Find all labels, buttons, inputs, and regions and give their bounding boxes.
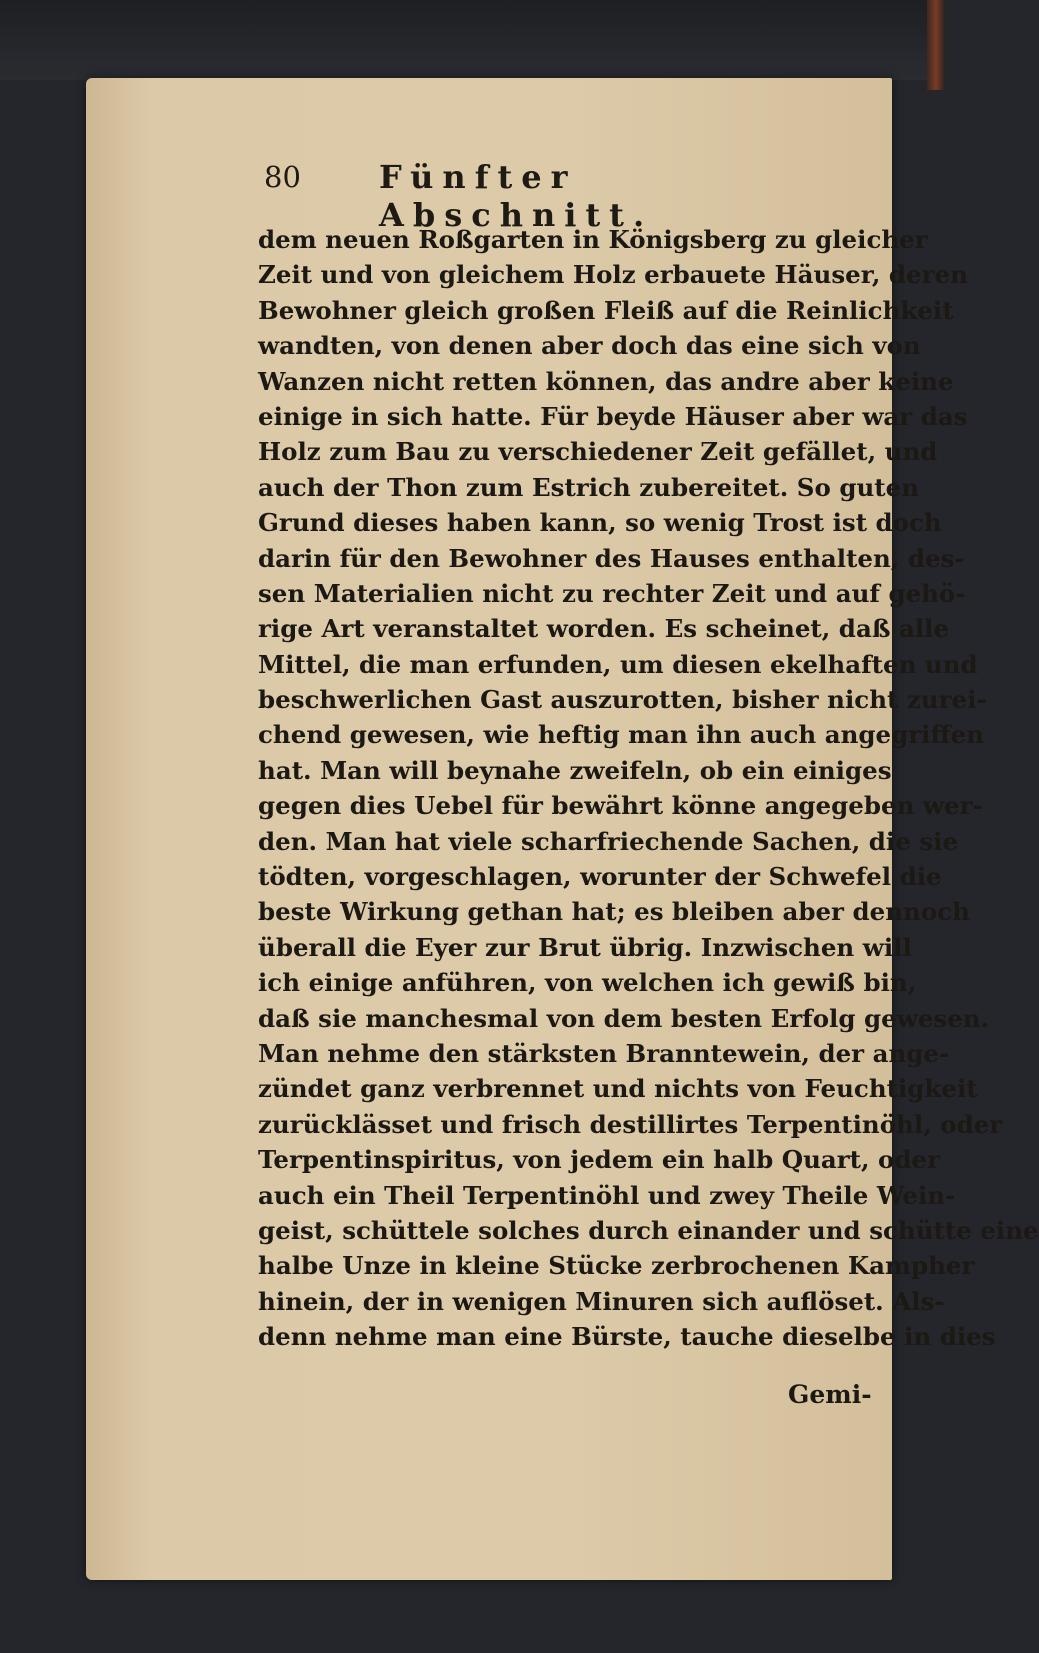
text-line: geist, schüttele solches durch einander und schütte eine xyxy=(258,1215,1039,1245)
page-header xyxy=(264,158,824,234)
text-line: Terpentinspiritus, von jedem ein halb Quart, oder xyxy=(258,1145,941,1175)
text-line: beschwerlichen Gast auszurotten, bisher nicht zurei- xyxy=(258,685,987,715)
text-line: Mittel, die man erfunden, um diesen ekelhaften und xyxy=(258,649,978,679)
text-line: Grund dieses haben kann, so wenig Trost ist doch xyxy=(258,508,942,538)
text-line: wandten, von denen aber doch das eine sich von xyxy=(258,331,921,361)
text-line: Zeit und von gleichem Holz erbauete Häuser, deren xyxy=(258,260,968,290)
text-line: zündet ganz verbrennet und nichts von Feuchtigkeit xyxy=(258,1074,978,1104)
text-line: denn nehme man eine Bürste, tauche dieselbe in dies xyxy=(258,1322,996,1352)
text-line: chend gewesen, wie heftig man ihn auch angegriffen xyxy=(258,720,984,750)
text-line: tödten, vorgeschlagen, worunter der Schwefel die xyxy=(258,862,942,892)
text-line: Man nehme den stärksten Branntewein, der ange- xyxy=(258,1038,950,1068)
body-text xyxy=(258,222,1039,1355)
text-line: Holz zum Bau zu verschiedener Zeit gefället, und xyxy=(258,437,938,467)
text-line: sen Materialien nicht zu rechter Zeit und auf gehö- xyxy=(258,578,966,608)
text-line: auch der Thon zum Estrich zubereitet. So guten xyxy=(258,472,920,502)
text-line: den. Man hat viele scharfriechende Sachen, die sie xyxy=(258,826,959,856)
text-line: daß sie manchesmal von dem besten Erfolg gewesen. xyxy=(258,1003,990,1033)
text-line: rige Art veranstaltet worden. Es scheinet, daß alle xyxy=(258,614,950,644)
text-line: Wanzen nicht retten können, das andre aber keine xyxy=(258,366,954,396)
text-line: einige in sich hatte. Für beyde Häuser aber war das xyxy=(258,401,968,431)
text-line: dem neuen Roßgarten in Königsberg zu gleicher xyxy=(258,225,928,254)
page-number: 80 xyxy=(264,160,301,194)
text-line: zurücklässet und frisch destillirtes Terpentinöhl, oder xyxy=(258,1109,1003,1139)
text-line: beste Wirkung gethan hat; es bleiben aber dennoch xyxy=(258,897,970,927)
text-line: auch ein Theil Terpentinöhl und zwey Theile Wein- xyxy=(258,1180,956,1210)
running-head: Fünfter Abschnitt. xyxy=(379,158,654,234)
text-line: ich einige anführen, von welchen ich gewiß bin, xyxy=(258,968,917,998)
text-line: hinein, der in wenigen Minuren sich auflöset. Als- xyxy=(258,1286,945,1316)
book-binding-edge xyxy=(927,0,945,90)
text-line: gegen dies Uebel für bewährt könne angegeben wer- xyxy=(258,791,983,821)
text-line: hat. Man will beynahe zweifeln, ob ein einiges xyxy=(258,755,892,785)
text-line: überall die Eyer zur Brut übrig. Inzwischen will xyxy=(258,932,912,962)
text-line: halbe Unze in kleine Stücke zerbrochenen Kampher xyxy=(258,1251,975,1281)
scan-background xyxy=(0,0,945,80)
text-line: Bewohner gleich großen Fleiß auf die Reinlichkeit xyxy=(258,295,954,325)
catchword: Gemi- xyxy=(788,1380,872,1409)
text-line: darin für den Bewohner des Hauses enthalten, des- xyxy=(258,543,965,573)
